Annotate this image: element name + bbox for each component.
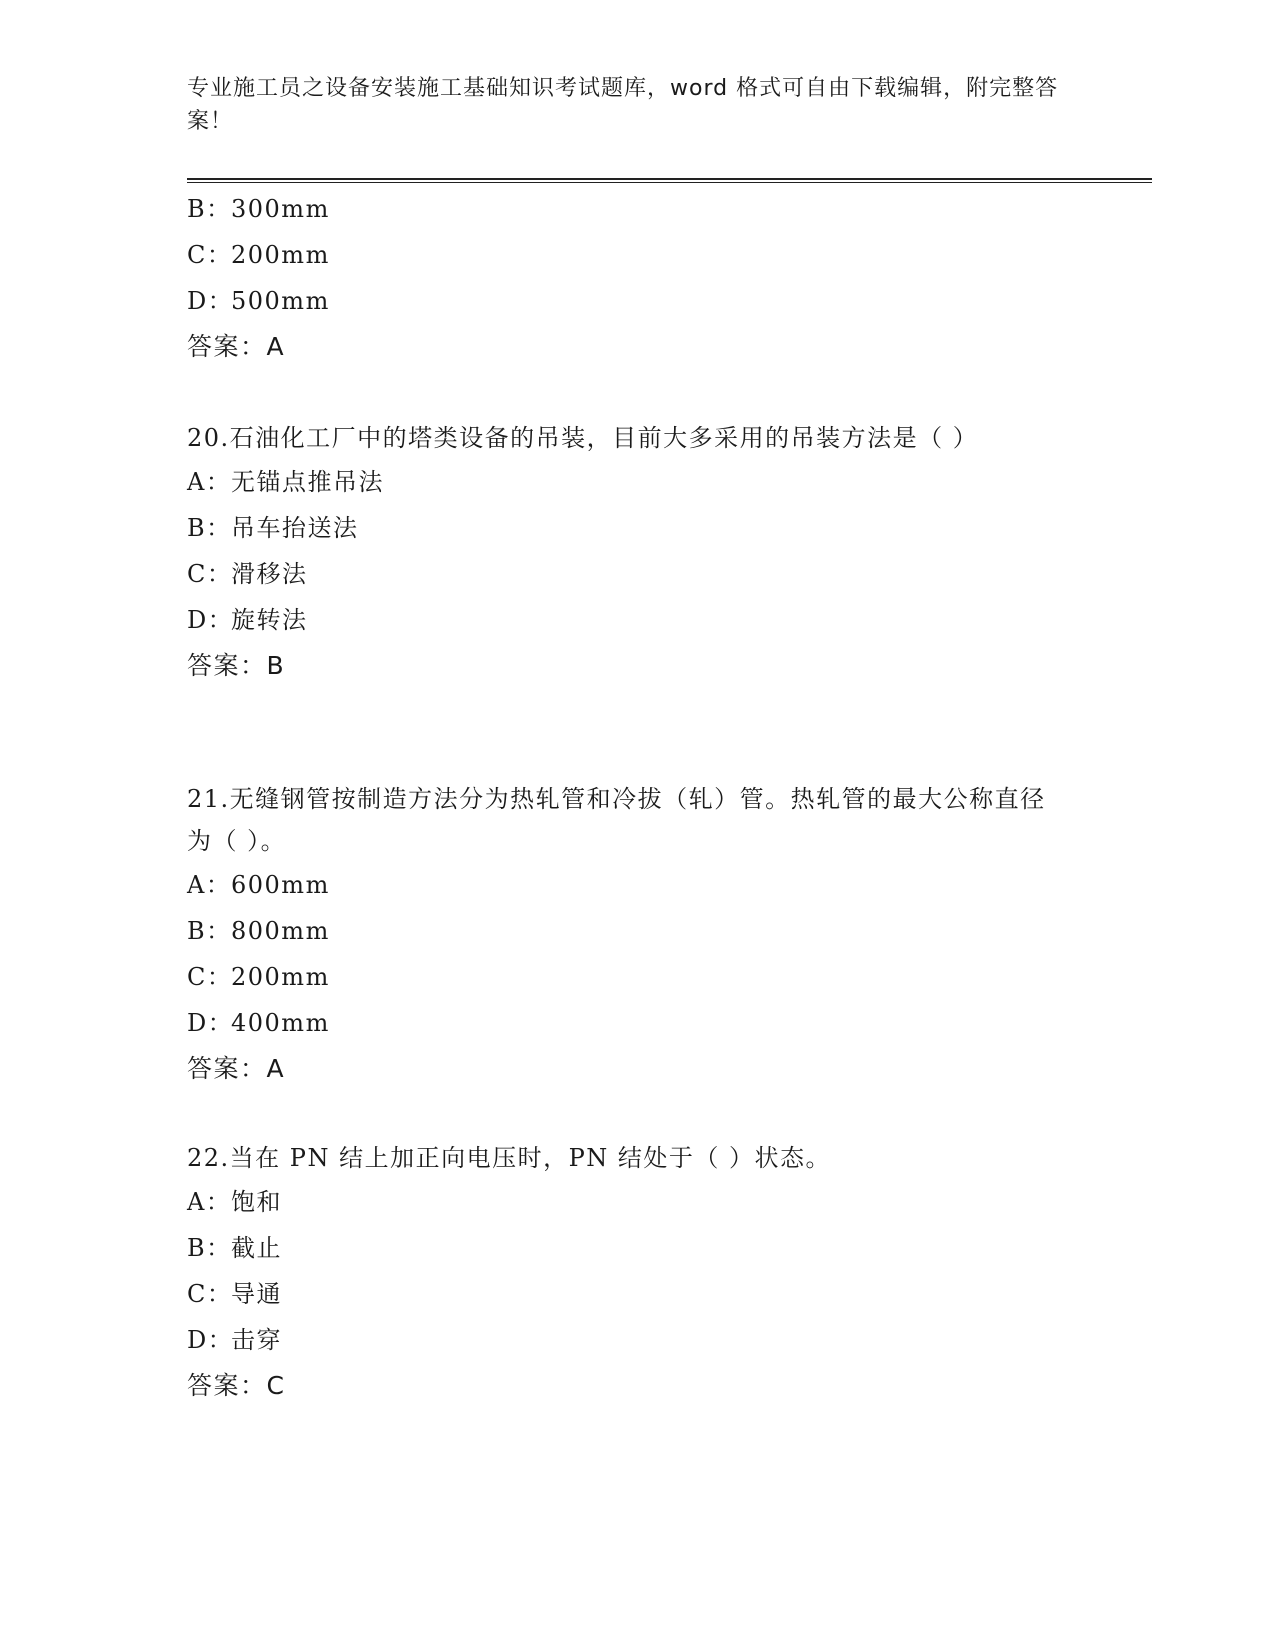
option-c: C：200mm [187,963,330,991]
option-d: D：击穿 [187,1326,282,1354]
option-c: C：滑移法 [187,560,308,588]
header-divider-top [187,178,1152,180]
option-a: A：饱和 [187,1188,282,1216]
question-21 [187,778,1087,1092]
option-a: A：无锚点推吊法 [187,468,384,496]
question-19-continued [187,186,1087,370]
option-a: A：600mm [187,871,330,899]
question-22 [187,1137,1087,1409]
header-divider-bottom [187,182,1152,183]
question-text: 22.当在 PN 结上加正向电压时，PN 结处于（ ）状态。 [187,1144,831,1172]
question-text: 20.石油化工厂中的塔类设备的吊装，目前大多采用的吊装方法是（ ） [187,424,979,452]
answer: 答案：A [187,1054,286,1083]
option-b: B：截止 [187,1234,282,1262]
answer: 答案：B [187,651,286,680]
option-d: D：500mm [187,287,330,315]
option-b: B：800mm [187,917,330,945]
option-d: D：400mm [187,1009,330,1037]
option-c: C：200mm [187,241,330,269]
document-header: 专业施工员之设备安装施工基础知识考试题库，word 格式可自由下载编辑，附完整答案！ [187,76,1059,134]
question-20 [187,417,1087,689]
option-d: D：旋转法 [187,606,308,634]
option-b: B：吊车抬送法 [187,514,359,542]
option-b: B：300mm [187,195,330,223]
answer: 答案：A [187,332,286,361]
answer: 答案：C [187,1371,286,1400]
question-text: 21.无缝钢管按制造方法分为热轧管和冷拔（轧）管。热轧管的最大公称直径为（ ）。 [187,785,1046,855]
option-c: C：导通 [187,1280,282,1308]
